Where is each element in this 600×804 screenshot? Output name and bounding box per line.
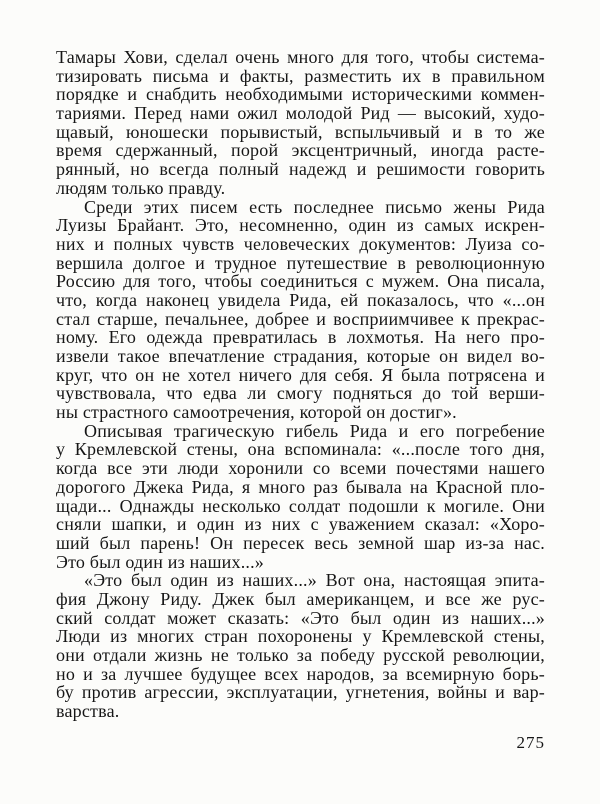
- text-line: извели такое впечатление страдания, которые он видел во-: [56, 346, 545, 366]
- text-line: стал старше, печальнее, добрее и восприимчивее к прекрас-: [56, 308, 545, 329]
- text-line: но и за лучшее будущее всех народов, за всемирную борь-: [56, 663, 545, 684]
- text-line: Это был один из наших...»: [56, 551, 265, 572]
- text-line: тизировать письма и факты, разместить их в правильном: [56, 65, 545, 86]
- text-line: Луизы Брайант. Это, несомненно, один из самых искрен-: [56, 215, 545, 236]
- text-line: ному. Его одежда превратилась в лохмотья. На него про-: [56, 327, 545, 348]
- text-line: фия Джону Риду. Джек был американцем, и все же рус-: [56, 588, 545, 609]
- text-line: они отдали жизнь не только за победу русской революции,: [56, 645, 545, 665]
- text-line: варства.: [56, 701, 120, 722]
- paragraph: [56, 571, 545, 721]
- text-line: них и полных чувств человеческих документов: Луиза со-: [56, 233, 545, 254]
- text-line: Среди этих писем есть последнее письмо жены Рида: [84, 196, 545, 217]
- text-line: щавый, юношески порывистый, вспыльчивый и в то же: [56, 121, 545, 142]
- text-line: сняли шапки, и один из них с уважением сказал: «Хоро-: [56, 514, 545, 535]
- paragraph: [56, 198, 545, 422]
- text-line: ны страстного самоотречения, которой он достиг».: [56, 402, 457, 423]
- text-line: что, когда наконец увидела Рида, ей показалось, что «...он: [56, 289, 545, 310]
- text-line: у Кремлевской стены, она вспоминала: «...после того дня,: [56, 439, 545, 460]
- text-line: щади... Однажды несколько солдат подошли к могиле. Они: [56, 495, 545, 516]
- text-line: чувствовала, что едва ли смогу подняться до той верши-: [56, 383, 545, 404]
- text-line: рянный, но всегда полный надежд и решимости говорить: [56, 159, 545, 180]
- page-text: [56, 48, 545, 721]
- text-line: Тамары Хови, сделал очень много для того, чтобы система-: [56, 47, 545, 67]
- text-line: дорогого Джека Рида, я много раз бывала на Красной пло-: [56, 476, 545, 497]
- text-line: ший был парень! Он пересек весь земной шар из-за нас.: [56, 532, 545, 553]
- text-line: бу против агрессии, эксплуатации, угнетения, войны и вар-: [56, 682, 545, 703]
- text-line: когда все эти люди хоронили со всеми почестями нашего: [56, 458, 545, 479]
- text-line: время сдержанный, порой эксцентричный, иногда расте-: [56, 140, 545, 161]
- page-number: 275: [516, 733, 545, 752]
- text-line: ский солдат может сказать: «Это был один из наших...»: [56, 607, 545, 628]
- text-line: людям только правду.: [56, 177, 226, 198]
- text-line: Описывая трагическую гибель Рида и его погребение: [84, 420, 545, 441]
- paragraph: [56, 48, 545, 198]
- paragraph: [56, 422, 545, 572]
- text-line: порядке и снабдить необходимыми историческими коммен-: [56, 84, 545, 105]
- text-line: тариями. Перед нами ожил молодой Рид — высокий, худо-: [56, 103, 545, 124]
- text-line: вершила долгое и трудное путешествие в революционную: [56, 252, 545, 273]
- text-line: «Это был один из наших...» Вот она, настоящая эпита-: [84, 570, 545, 591]
- text-line: Россию для того, чтобы соединиться с мужем. Она писала,: [56, 271, 545, 292]
- text-line: круг, что он не хотел ничего для себя. Я была потрясена и: [56, 364, 545, 385]
- text-line: Люди из многих стран похоронены у Кремлевской стены,: [56, 626, 545, 647]
